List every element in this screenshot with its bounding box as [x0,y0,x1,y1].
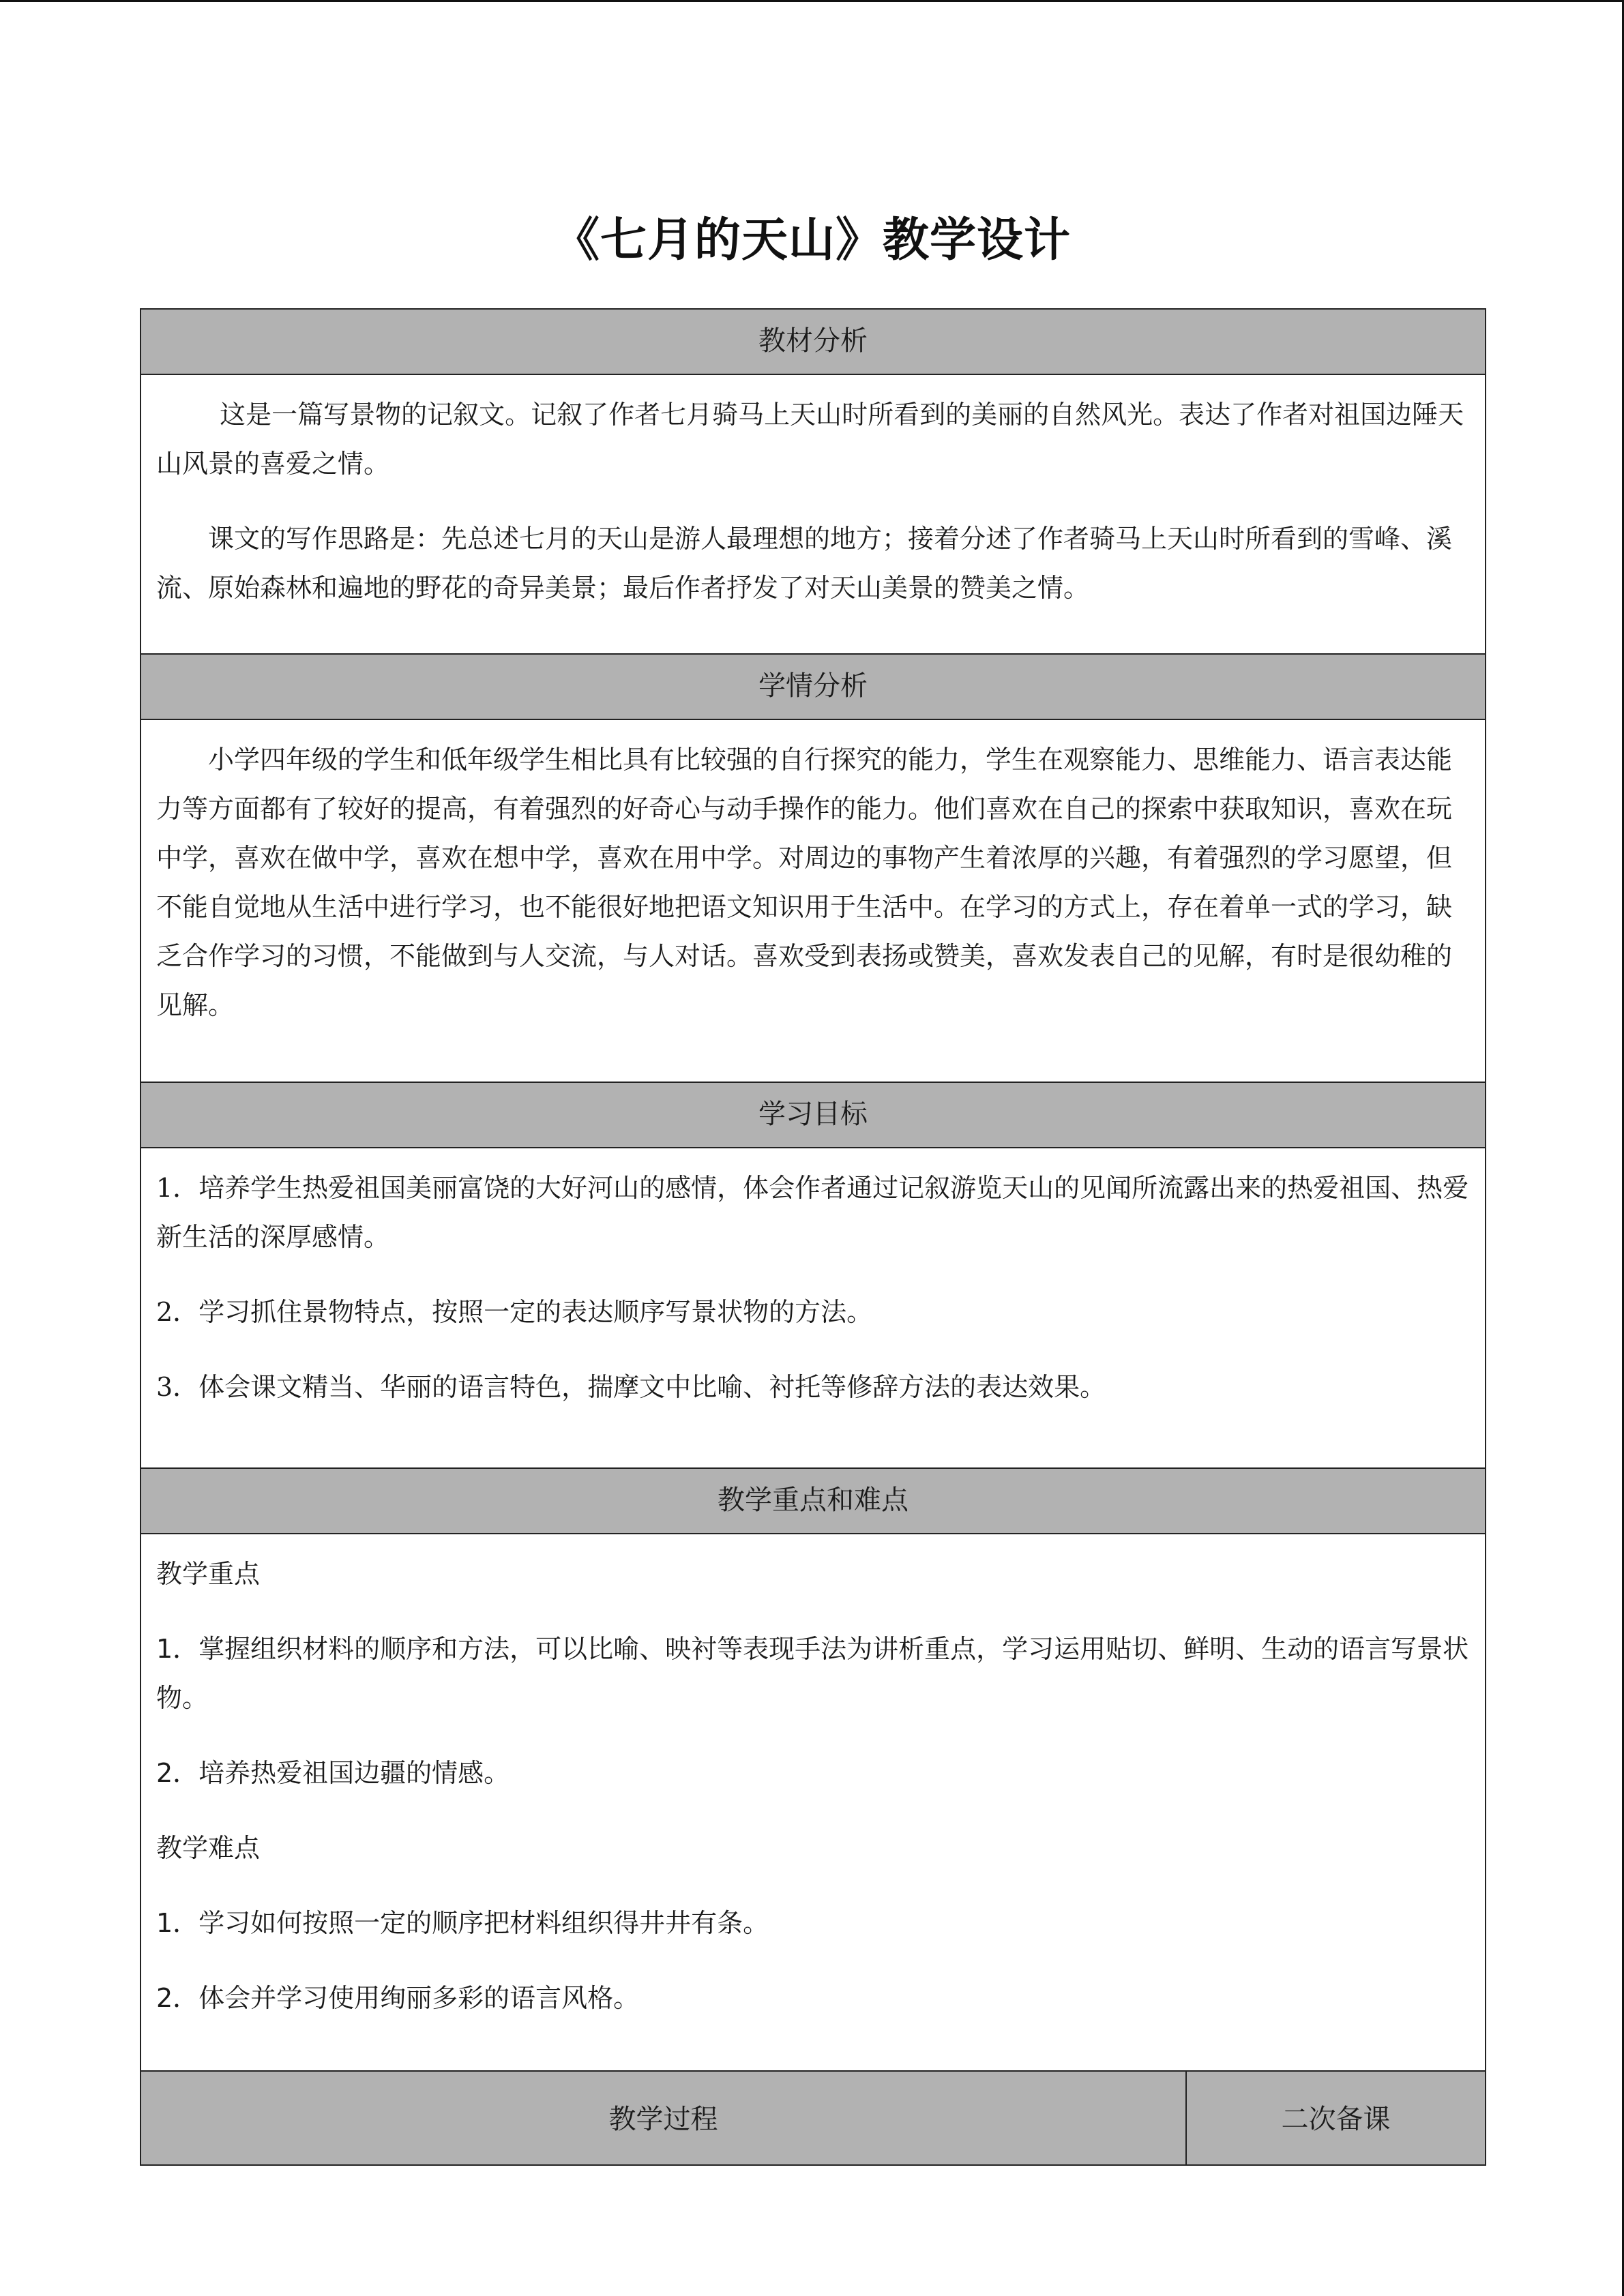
objectives-body [141,1148,1486,1468]
focus-item-2: 2．培养热爱祖国边疆的情感。 [156,1758,510,1788]
secondary-prep-heading: 二次备课 [1186,2071,1486,2165]
material-analysis-body-row [141,374,1486,654]
focus-label: 教学重点 [156,1559,261,1589]
key-points-body [141,1534,1486,2071]
objective-item-1: 1．培养学生热爱祖国美丽富饶的大好河山的感情，体会作者通过记叙游览天山的见闻所流露出来的热爱祖国、热爱新生活的深厚感情。 [156,1173,1469,1252]
key-points-heading: 教学重点和难点 [141,1468,1486,1534]
page-top-border [0,0,1624,2]
document-title: 《七月的天山》教学设计 [552,213,1071,267]
material-analysis-body [141,374,1486,654]
material-analysis-heading: 教材分析 [141,309,1486,374]
difficulty-item-2: 2．体会并学习使用绚丽多彩的语言风格。 [156,1983,640,2013]
student-paragraph: 小学四年级的学生和低年级学生相比具有比较强的自行探究的能力，学生在观察能力、思维能力、语言表达能力等方面都有了较好的提高，有着强烈的好奇心与动手操作的能力。他们喜欢在自己的探索中获取知识，喜欢在玩中学，喜欢在做中学，喜欢在想中学，喜欢在用中学。对周边的事物产生着浓厚的兴趣，有着强烈的学习愿望，但不能自觉地从生活中进行学习，也不能很好地把语文知识用于生活中。在学习的方式上，存在着单一式的学习，缺乏合作学习的习惯，不能做到与人交流，与人对话。喜欢受到表扬或赞美，喜欢发表自己的见解，有时是很幼稚的见解。 [156,745,1453,1020]
student-analysis-heading: 学情分析 [141,654,1486,719]
objectives-heading: 学习目标 [141,1082,1486,1148]
teaching-process-heading: 教学过程 [141,2071,1186,2165]
student-analysis-header-row [141,654,1486,719]
objectives-header-row [141,1082,1486,1148]
key-points-body-row [141,1534,1486,2071]
material-analysis-header-row [141,309,1486,374]
difficulty-label: 教学难点 [156,1833,261,1863]
objective-item-3: 3．体会课文精当、华丽的语言特色，揣摩文中比喻、衬托等修辞方法的表达效果。 [156,1372,1106,1402]
material-paragraph-1: 这是一篇写景物的记叙文。记叙了作者七月骑马上天山时所看到的美丽的自然风光。表达了作者对祖国边陲天山风景的喜爱之情。 [156,400,1464,479]
difficulty-item-1: 1．学习如何按照一定的顺序把材料组织得井井有条。 [156,1908,769,1938]
lesson-plan-table [140,308,1486,2166]
material-paragraph-2: 课文的写作思路是：先总述七月的天山是游人最理想的地方；接着分述了作者骑马上天山时所看到的雪峰、溪流、原始森林和遍地的野花的奇异美景；最后作者抒发了对天山美景的赞美之情。 [156,524,1453,603]
student-analysis-body-row [141,719,1486,1082]
focus-item-1: 1．掌握组织材料的顺序和方法，可以比喻、映衬等表现手法为讲析重点，学习运用贴切、鲜明、生动的语言写景状物。 [156,1634,1469,1713]
student-analysis-body [141,719,1486,1082]
process-header-row [141,2071,1486,2165]
key-points-header-row [141,1468,1486,1534]
objectives-body-row [141,1148,1486,1468]
objective-item-2: 2．学习抓住景物特点，按照一定的表达顺序写景状物的方法。 [156,1297,873,1327]
